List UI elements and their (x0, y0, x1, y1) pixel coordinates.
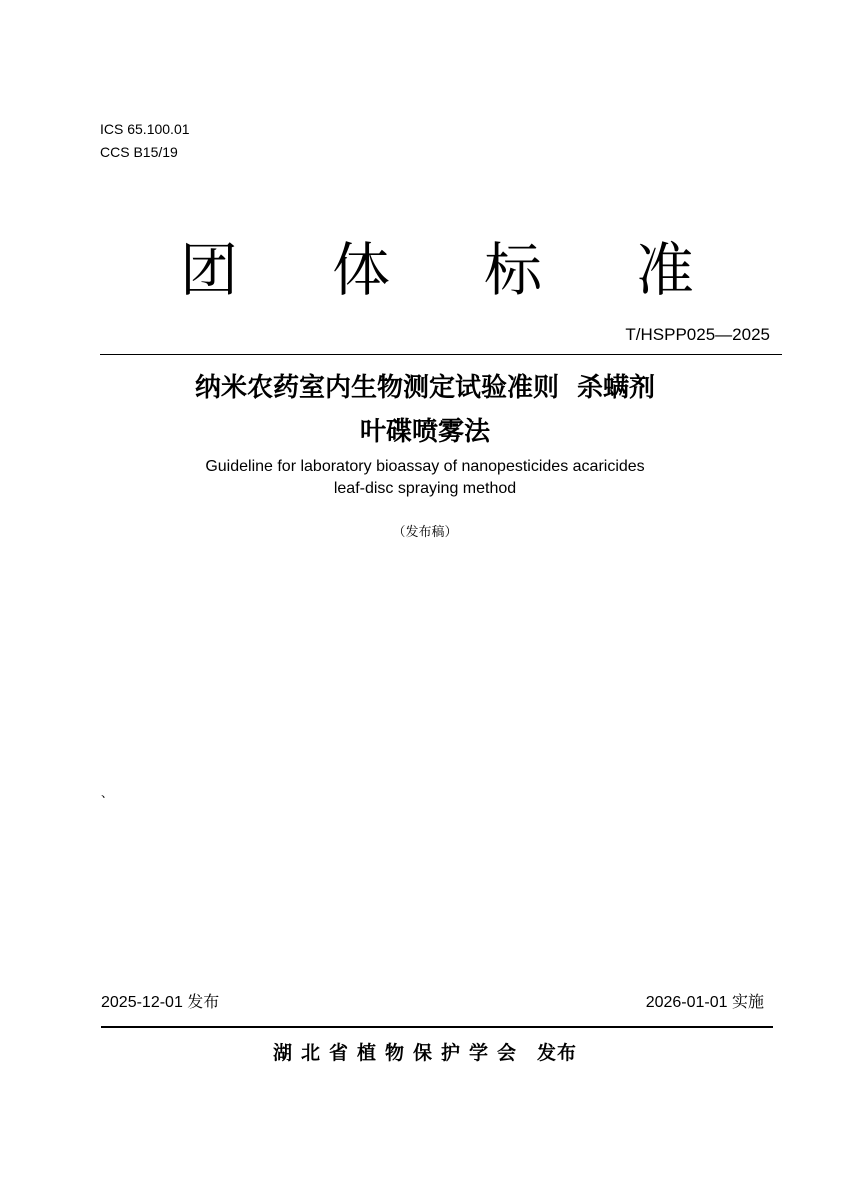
issuer-name: 湖北省植物保护学会 (272, 1042, 525, 1064)
title-english-line2: leaf-disc spraying method (333, 480, 517, 497)
title-english-line1: Guideline for laboratory bioassay of nanopesticides acaricides (205, 458, 645, 475)
header-divider (100, 354, 782, 355)
standard-type-char: 体 (332, 236, 391, 304)
draft-status-label: （发布稿） (392, 525, 458, 540)
title-chinese-line2: 叶碟喷雾法 (359, 417, 490, 447)
stray-punctuation-mark: 、 (101, 786, 114, 800)
title-chinese-line1: 纳米农药室内生物测定试验准则 杀螨剂 (194, 373, 656, 403)
standard-type-char: 准 (636, 236, 695, 304)
standard-type-char: 标 (484, 236, 543, 304)
footer-divider (101, 1026, 773, 1028)
publish-date: 2025-12-01 发布 (101, 994, 220, 1011)
standard-number: T/HSPP025—2025 (625, 325, 770, 344)
issuer-action: 发布 (537, 1042, 578, 1064)
standard-type-char: 团 (180, 236, 239, 304)
effective-date: 2026-01-01 实施 (645, 994, 764, 1011)
ccs-code: CCS B15/19 (100, 144, 178, 160)
classification-codes (100, 118, 190, 164)
issuing-organization (0, 1039, 850, 1067)
ics-code: ICS 65.100.01 (100, 121, 190, 137)
